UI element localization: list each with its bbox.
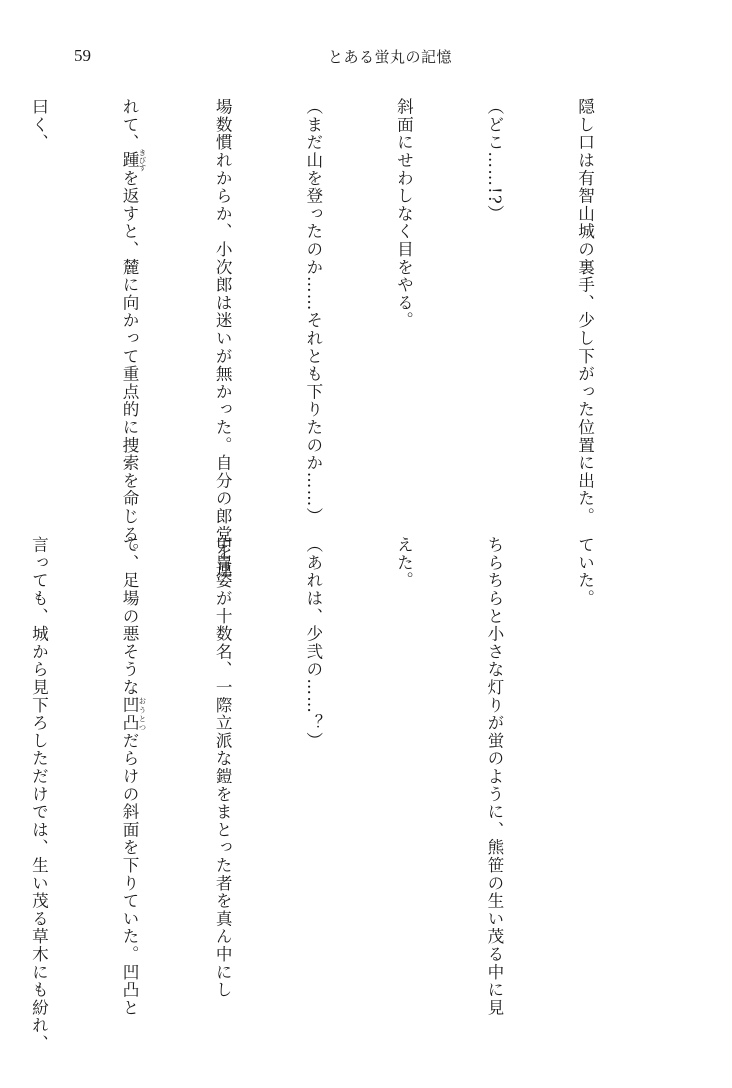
text-line: えた。 [394,536,414,590]
ruby-reading: きびす [138,149,148,172]
text-line-with-ruby [114,536,148,1017]
text-line: 場数慣れからか、小次郎は迷いが無かった。自分の郎党を連 [213,98,233,579]
text-line: ちらちらと小さな灯りが蛍のように、熊笹の生い茂る中に見 [484,536,504,1017]
text-segment: れて、 [120,98,140,152]
text-line: （あれは、少弐の……？） [303,536,323,750]
text-line: 曰く、 [29,98,49,152]
text-line-with-ruby [114,98,148,561]
ruby-annotation [120,696,148,732]
text-line: （どこ……!?） [484,98,504,223]
ruby-reading: おうとつ [138,696,148,732]
ruby-annotation [120,149,148,172]
text-line: 言っても、城から見下ろしただけでは、生い茂る草木にも紛れ、 [29,536,49,1053]
ruby-base: 踵 [120,149,140,172]
text-line: 隠し口は有智山城の裏手、少し下がった位置に出た。 [575,98,595,526]
text-segment: て、足場の悪そうな [120,536,140,697]
text-line: （まだ山を登ったのか……それとも下りたのか……） [303,98,323,526]
ruby-base: 凹凸 [120,696,140,732]
text-line: 斜面にせわしなく目をやる。 [394,98,414,330]
text-segment: だらけの斜面を下りていた。凹凸と [120,731,140,1017]
text-line: 甲冑姿が十数名、一際立派な鎧をまとった者を真ん中にし [213,536,233,999]
page-number: 59 [74,46,91,65]
running-header: とある蛍丸の記憶 [328,48,453,66]
text-line: ていた。 [575,536,595,608]
lower-text-block [29,536,660,1053]
text-segment: を返すと、麓に向かって重点的に捜索を命じる。 [120,169,140,561]
